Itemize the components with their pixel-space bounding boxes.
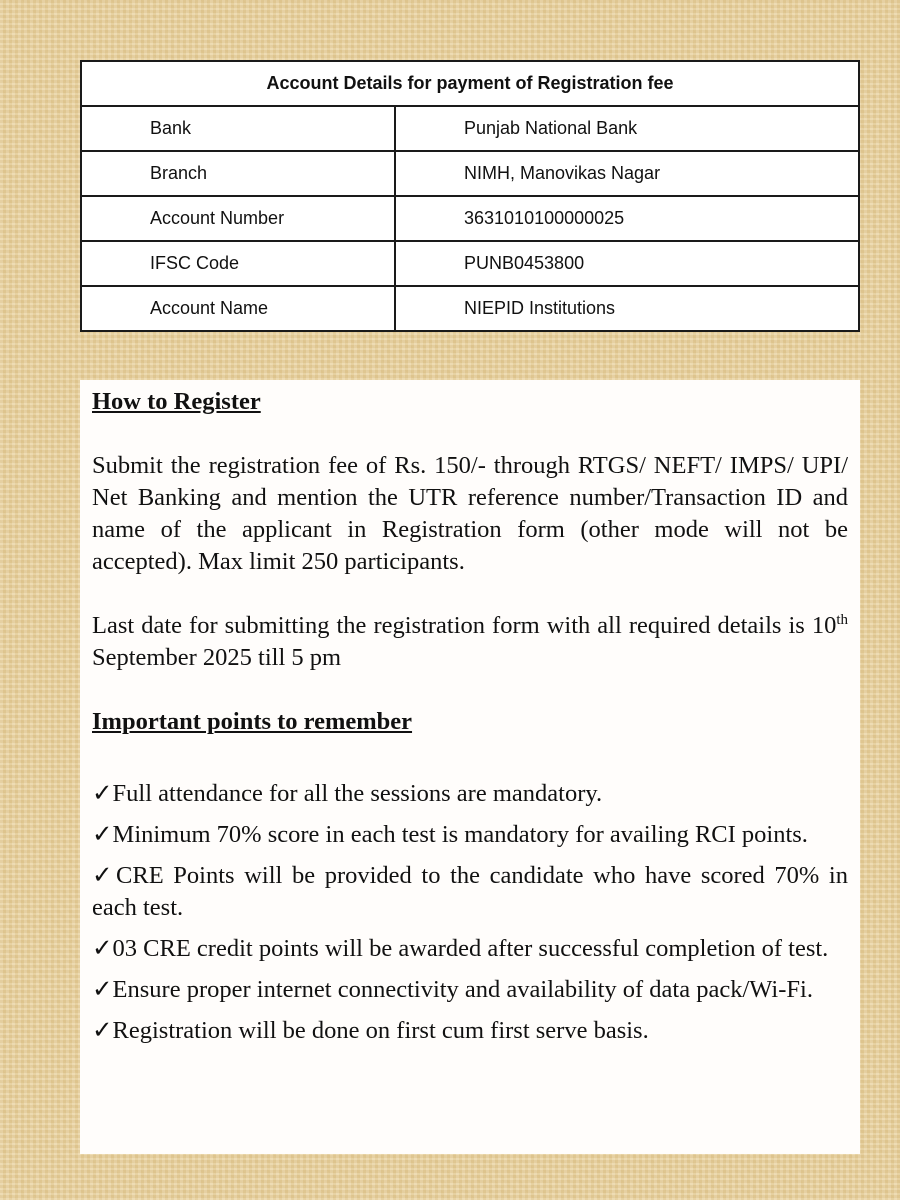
list-item — [92, 819, 848, 851]
how-to-register-heading: How to Register — [92, 388, 261, 415]
list-item — [92, 933, 848, 965]
point-text: Registration will be done on first cum first serve basis. — [112, 1017, 649, 1044]
list-item — [92, 778, 848, 810]
table-row-account-number — [81, 196, 859, 241]
branch-value: NIMH, Manovikas Nagar — [395, 151, 859, 196]
list-item — [92, 974, 848, 1006]
important-points-list — [92, 778, 848, 1047]
table-row-ifsc — [81, 241, 859, 286]
point-text: CRE Points will be provided to the candidate who have scored 70% in each test. — [92, 862, 848, 921]
deadline-prefix: Last date for submitting the registration form with all required details is 10 — [92, 612, 837, 639]
checkmark-icon: ✓ — [92, 821, 113, 848]
ifsc-value: PUNB0453800 — [395, 241, 859, 286]
list-item — [92, 860, 848, 924]
account-name-label: Account Name — [81, 286, 395, 331]
checkmark-icon: ✓ — [92, 1017, 113, 1044]
checkmark-icon: ✓ — [92, 935, 113, 962]
checkmark-icon: ✓ — [92, 862, 117, 889]
table-row-bank — [81, 106, 859, 151]
table-header-row — [81, 61, 859, 106]
point-text: Ensure proper internet connectivity and availability of data pack/Wi-Fi. — [112, 976, 813, 1003]
table-row-account-name — [81, 286, 859, 331]
deadline-ordinal: th — [836, 612, 848, 628]
bank-label: Bank — [81, 106, 395, 151]
table-row-branch — [81, 151, 859, 196]
important-points-heading: Important points to remember — [92, 708, 413, 735]
point-text: Minimum 70% score in each test is mandatory for availing RCI points. — [112, 821, 808, 848]
account-details-table — [80, 60, 860, 332]
table-title: Account Details for payment of Registration fee — [81, 61, 859, 106]
deadline-paragraph — [92, 610, 848, 674]
account-name-value: NIEPID Institutions — [395, 286, 859, 331]
point-text: 03 CRE credit points will be awarded after successful completion of test. — [112, 935, 829, 962]
deadline-suffix: September 2025 till 5 pm — [92, 644, 342, 671]
account-number-label: Account Number — [81, 196, 395, 241]
ifsc-label: IFSC Code — [81, 241, 395, 286]
registration-info-panel — [80, 380, 860, 1154]
checkmark-icon: ✓ — [92, 976, 113, 1003]
account-number-value: 3631010100000025 — [395, 196, 859, 241]
checkmark-icon: ✓ — [92, 780, 113, 807]
point-text: Full attendance for all the sessions are mandatory. — [112, 780, 603, 807]
list-item — [92, 1015, 848, 1047]
bank-value: Punjab National Bank — [395, 106, 859, 151]
branch-label: Branch — [81, 151, 395, 196]
registration-fee-paragraph: Submit the registration fee of Rs. 150/- through RTGS/ NEFT/ IMPS/ UPI/ Net Banking and mention the UTR reference number/Transaction ID and name of the applicant in Registration form (other mode will not be accepted). Max limit 250 participants. — [92, 452, 848, 575]
